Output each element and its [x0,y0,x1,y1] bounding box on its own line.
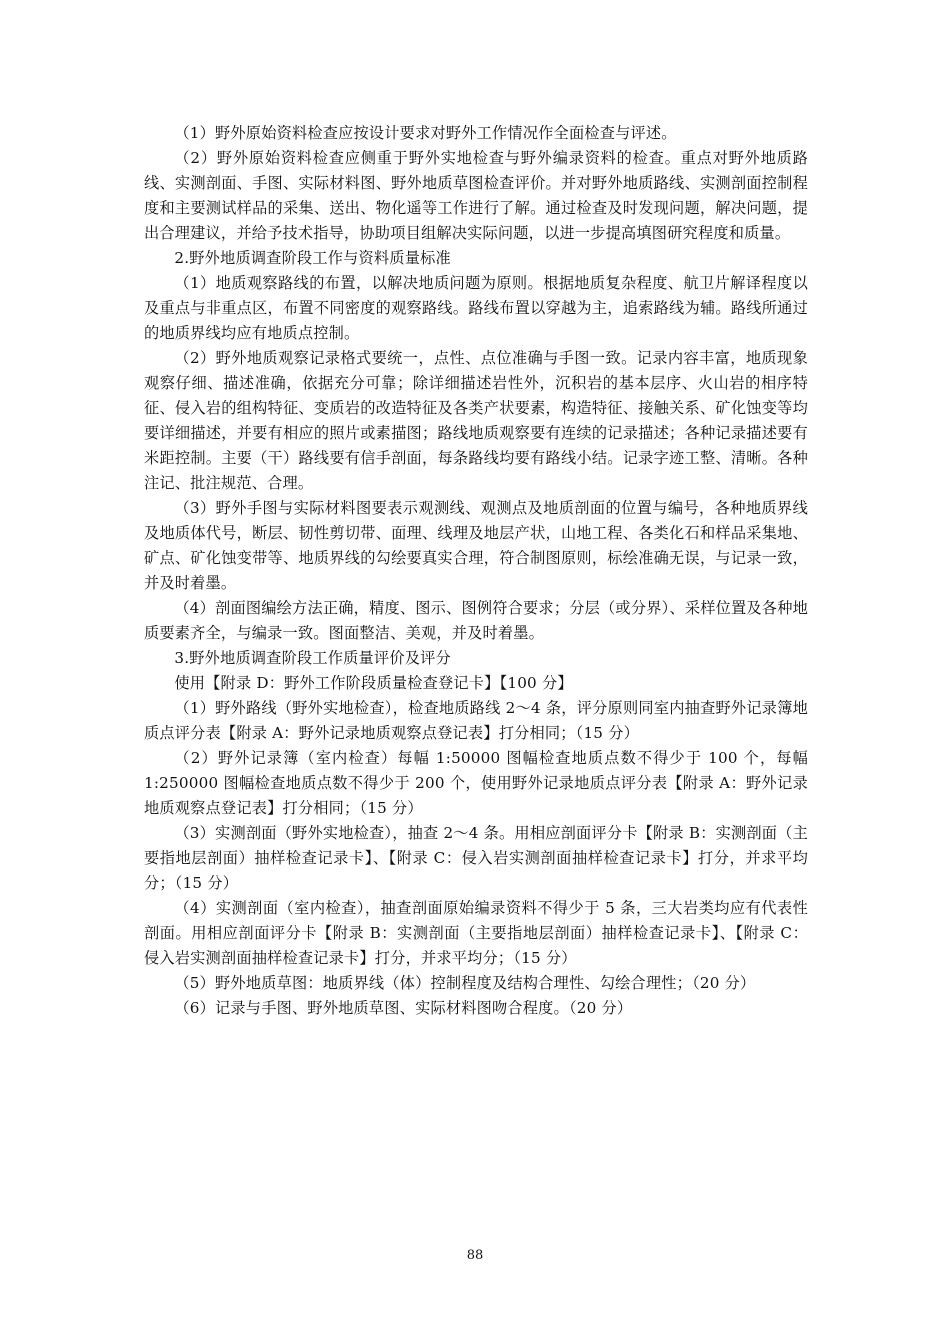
paragraph-field-maps: （3）野外手图与实际材料图要表示观测线、观测点及地质剖面的位置与编号，各种地质界线及地质体代号，断层、韧性剪切带、面理、线理及地层产状，山地工程、各类化石和样品采集地、矿点、矿化蚀变带等、地质界线的勾绘要真实合理，符合制图原则，标绘准确无误，与记录一致，并及时着墨。 [144,499,808,592]
paragraph-field-check-focus: （2）野外原始资料检查应侧重于野外实地检查与野外编录资料的检查。重点对野外地质路线、实测剖面、手图、实际材料图、野外地质草图检查评价。并对野外地质路线、实测剖面控制程度和主要测试样品的采集、送出、物化遥等工作进行了解。通过检查及时发现问题，解决问题，提出合理建议，并给予技术指导，协助项目组解决实际问题，以进一步提高填图研究程度和质量。 [144,149,808,242]
page-number: 88 [466,1248,484,1263]
paragraph-observation-records: （2）野外地质观察记录格式要统一，点性、点位准确与手图一致。记录内容丰富，地质现象观察仔细、描述准确，依据充分可靠；除详细描述岩性外，沉积岩的基本层序、火山岩的相序特征、侵入岩的组构特征、变质岩的改造特征及各类产状要素，构造特征、接触关系、矿化蚀变等均要详细描述，并要有相应的照片或素描图；路线地质观察要有连续的记录描述；各种记录描述要有米距控制。主要（干）路线要有信手剖面，每条路线均要有路线小结。记录字迹工整、清晰。各种注记、批注规范、合理。 [144,349,808,492]
document-body [144,121,808,1021]
paragraph-score-consistency: （6）记录与手图、野外地质草图、实际材料图吻合程度。（20 分） [174,999,633,1017]
paragraph-score-section-field: （3）实测剖面（野外实地检查），抽查 2～4 条。用相应剖面评分卡【附录 B：实测剖面（主要指地层剖面）抽样检查记录卡】、【附录 C：侵入岩实测剖面抽样检查记录卡】打分，并求平均分；（15 分） [144,824,808,892]
paragraph-score-field-routes: （1）野外路线（野外实地检查），检查地质路线 2～4 条，评分原则同室内抽查野外记录簿地质点评分表【附录 A：野外记录地质观察点登记表】打分相同；（15 分） [144,699,808,742]
paragraph-appendix-d-usage: 使用【附录 D：野外工作阶段质量检查登记卡】【100 分】 [174,674,573,692]
section-heading-quality-standards: 2.野外地质调查阶段工作与资料质量标准 [174,249,451,267]
paragraph-score-section-office: （4）实测剖面（室内检查），抽查剖面原始编录资料不得少于 5 条，三大岩类均应有代表性剖面。用相应剖面评分卡【附录 B：实测剖面（主要指地层剖面）抽样检查记录卡】、【附录 C：侵入岩实测剖面抽样检查记录卡】打分，并求平均分；（15 分） [144,899,808,967]
paragraph-section-drawings: （4）剖面图编绘方法正确，精度、图示、图例符合要求；分层（或分界）、采样位置及各种地质要素齐全，与编录一致。图面整洁、美观，并及时着墨。 [144,599,808,642]
paragraph-field-check-overview: （1）野外原始资料检查应按设计要求对野外工作情况作全面检查与评述。 [174,124,677,142]
section-heading-quality-evaluation: 3.野外地质调查阶段工作质量评价及评分 [174,649,451,667]
paragraph-score-field-notebook: （2）野外记录簿（室内检查）每幅 1:50000 图幅检查地质点数不得少于 100 个，每幅 1:250000 图幅检查地质点数不得少于 200 个，使用野外记录地质点评分表【附录 A：野外记录地质观察点登记表】打分相同；（15 分） [144,749,808,817]
paragraph-score-sketch-map: （5）野外地质草图：地质界线（体）控制程度及结构合理性、勾绘合理性；（20 分） [174,974,756,992]
paragraph-route-layout: （1）地质观察路线的布置，以解决地质问题为原则。根据地质复杂程度、航卫片解译程度以及重点与非重点区，布置不同密度的观察路线。路线布置以穿越为主，追索路线为辅。路线所通过的地质界线均应有地质点控制。 [144,274,808,342]
